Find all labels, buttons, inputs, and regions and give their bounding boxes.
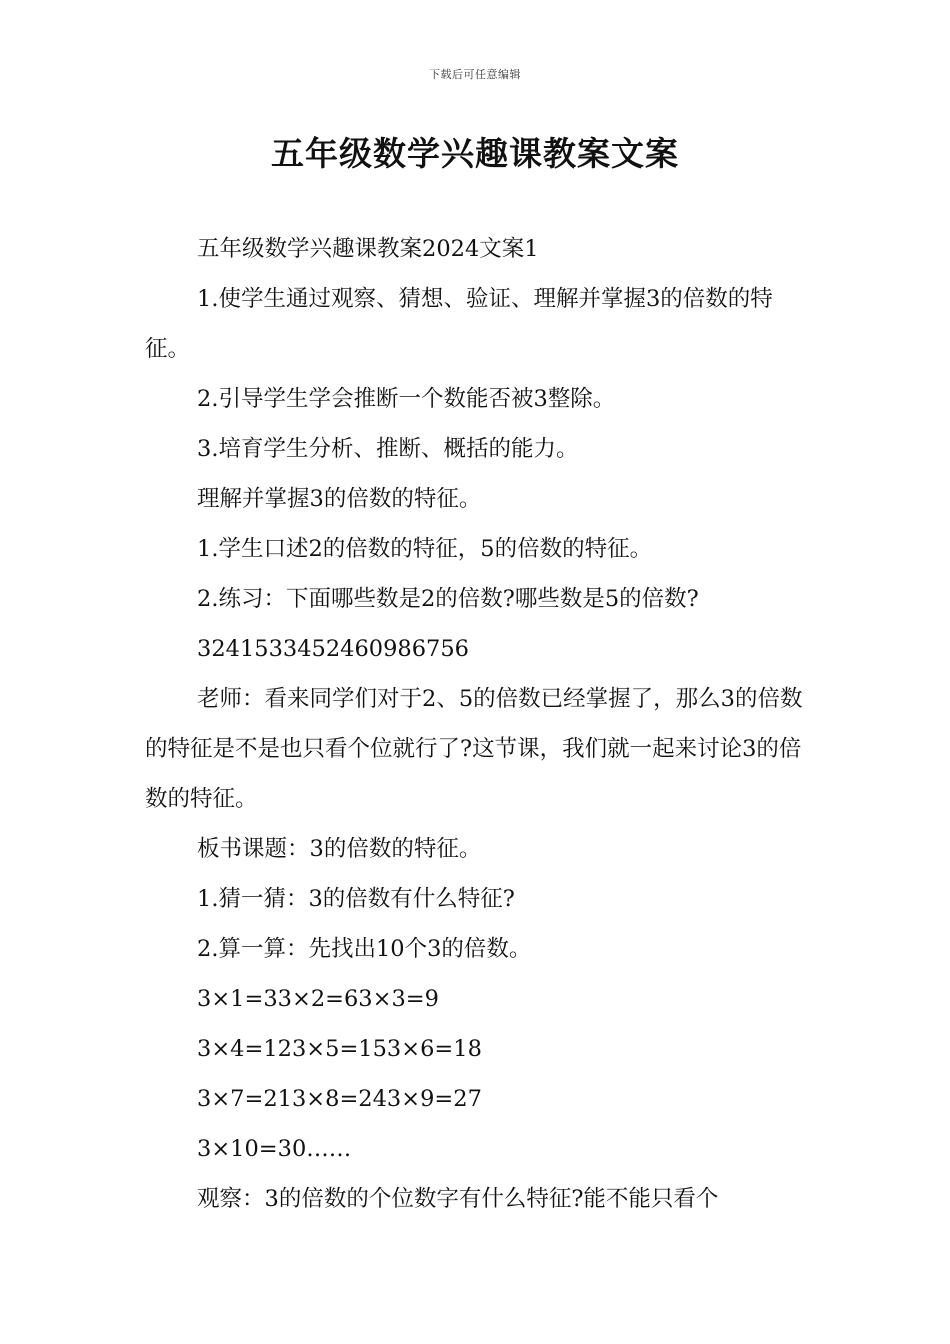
paragraph: 观察：3的倍数的个位数字有什么特征?能不能只看个	[197, 1186, 719, 1212]
paragraph: 2.练习：下面哪些数是2的倍数?哪些数是5的倍数?	[197, 586, 699, 612]
paragraph: 3×1=33×2=63×3=9	[197, 986, 439, 1012]
paragraph: 老师：看来同学们对于2、5的倍数已经掌握了，那么3的倍数的特征是不是也只看个位就行了?这节课，我们就一起来讨论3的倍数的特征。	[145, 686, 803, 812]
paragraph: 3.培育学生分析、推断、概括的能力。	[197, 436, 579, 462]
paragraph: 2.引导学生学会推断一个数能否被3整除。	[197, 386, 616, 412]
document-title: 五年级数学兴趣课教案文案	[271, 134, 679, 173]
document-body	[145, 224, 810, 1224]
paragraph: 板书课题：3的倍数的特征。	[197, 836, 482, 862]
paragraph: 1.使学生通过观察、猜想、验证、理解并掌握3的倍数的特征。	[145, 286, 773, 362]
paragraph: 3×4=123×5=153×6=18	[197, 1036, 482, 1062]
paragraph: 3×7=213×8=243×9=27	[197, 1086, 482, 1112]
paragraph: 3×10=30……	[197, 1136, 352, 1162]
header-note: 下载后可任意编辑	[429, 68, 521, 81]
paragraph: 2.算一算：先找出10个3的倍数。	[197, 936, 532, 962]
paragraph: 理解并掌握3的倍数的特征。	[197, 486, 482, 512]
paragraph: 1.猜一猜：3的倍数有什么特征?	[197, 886, 515, 912]
paragraph: 3241533452460986756	[197, 636, 469, 662]
paragraph: 1.学生口述2的倍数的特征，5的倍数的特征。	[197, 536, 653, 562]
paragraph: 五年级数学兴趣课教案2024文案1	[197, 236, 539, 262]
